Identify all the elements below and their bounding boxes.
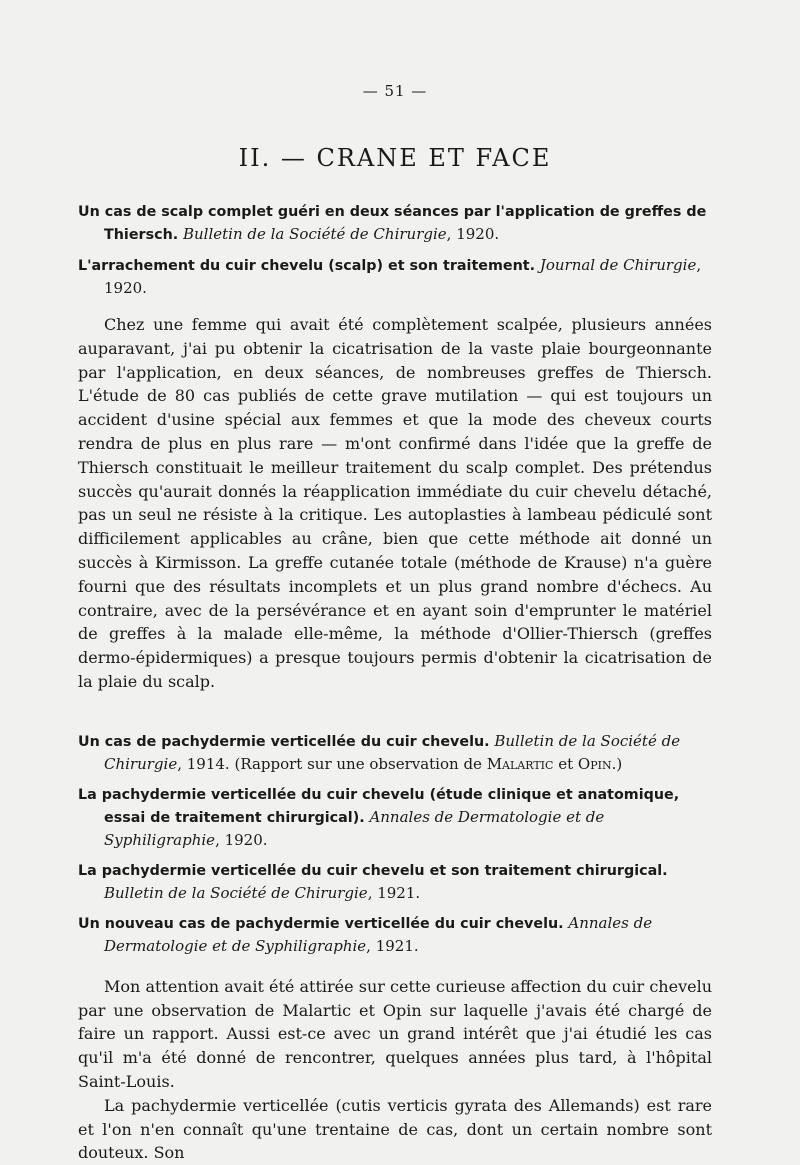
reference-journal: Bulletin de la Société de Chirurgie: [182, 225, 447, 243]
reference-year: , 1920.: [104, 256, 702, 297]
reference-year: , 1920.: [446, 225, 500, 243]
reference-year: , 1921.: [367, 883, 421, 902]
body-paragraph: Chez une femme qui avait été complètement scalpée, plusieurs années auparavant, j'ai pu obtenir la cicatrisation de la vaste plaie bourgeonnante par l'application, en deux séances, de nombreuses greffes de Thiersch. L'étude de 80 cas publiés de cette grave mutilation — qui est toujours un accident d'usine spécial aux femmes et que la mode des cheveux courts rendra de plus en plus rare — m'ont confirmé dans l'idée que la greffe de Thiersch constituait le meilleur traitement du scalp complet. Des prétendus succès qu'aurait donnés la réapplication immédiate du cuir chevelu détaché, pas un seul ne résiste à la critique. Les autoplasties à lambeau pédiculé sont difficilement applicables au crâne, bien que cette méthode ait donné un succès à Kirmisson. La greffe cutanée totale (méthode de Krause) n'a guère fourni que des résultats incomplets et un plus grand nombre d'échecs. Au contraire, avec de la persévérance et en ayant soin d'emprunter le matériel de greffes à la malade elle-même, la méthode d'Ollier-Thiersch (greffes dermo-épidermiques) a presque toujours permis d'obtenir la cicatrisation de la plaie du scalp.: [78, 315, 712, 691]
reference-title: Un cas de pachydermie verticellée du cuir chevelu.: [78, 733, 490, 750]
section-title: II. — CRANE ET FACE: [238, 144, 552, 172]
reference-title: L'arrachement du cuir chevelu (scalp) et son traitement.: [78, 258, 536, 274]
reference-journal: Bulletin de la Société de Chirurgie: [104, 883, 368, 902]
reference-title: Un nouveau cas de pachydermie verticellée du cuir chevelu.: [78, 915, 564, 932]
reference-item: [78, 200, 712, 246]
reference-list-scalp: [78, 200, 712, 299]
body-paragraph: La pachydermie verticellée (cutis verticis gyrata des Allemands) est rare et l'on n'en connaît qu'une trentaine de cas, dont un certain nombre sont douteux. Son: [78, 1095, 712, 1163]
reference-item: [78, 912, 712, 957]
page-number: — 51 —: [362, 82, 428, 100]
reference-journal: Journal de Chirurgie: [539, 256, 697, 274]
body-paragraph: Mon attention avait été attirée sur cette curieuse affection du cuir chevelu par une observation de Malartic et Opin sur laquelle j'avais été chargé de faire un rapport. Aussi est-ce avec un grand intérêt que j'ai étudié les cas qu'il m'a été donné de rencontrer, quelques années plus tard, à l'hôpital Saint-Louis.: [78, 976, 712, 1091]
reference-item: [78, 783, 712, 851]
reference-text: .): [611, 754, 623, 773]
reference-item: [78, 254, 712, 299]
reference-journal: Bulletin de la Société de Chirurgie: [104, 731, 681, 773]
reference-item: [78, 730, 712, 775]
reference-year: , 1921.: [366, 936, 419, 955]
author-name: Malartic: [486, 754, 554, 773]
reference-journal: Annales de Dermatologie et de Syphiligraphie: [104, 807, 605, 849]
reference-title: Un cas de scalp complet guéri en deux séances par l'application de greffes de Thiersch.: [78, 204, 707, 243]
reference-text: et: [553, 754, 578, 773]
reference-year: , 1914. (Rapport sur une observation de: [177, 754, 487, 773]
reference-title: La pachydermie verticellée du cuir chevelu (étude clinique et anatomique, essai de traitement chirurgical).: [78, 786, 680, 826]
reference-item: [78, 859, 712, 904]
reference-title: La pachydermie verticellée du cuir chevelu et son traitement chirurgical.: [78, 862, 668, 879]
reference-year: , 1920.: [215, 830, 268, 849]
reference-journal: Annales de Dermatologie et de Syphiligraphie: [104, 913, 653, 955]
reference-list-pachydermie: [78, 730, 712, 957]
author-name: Opin: [577, 754, 612, 773]
